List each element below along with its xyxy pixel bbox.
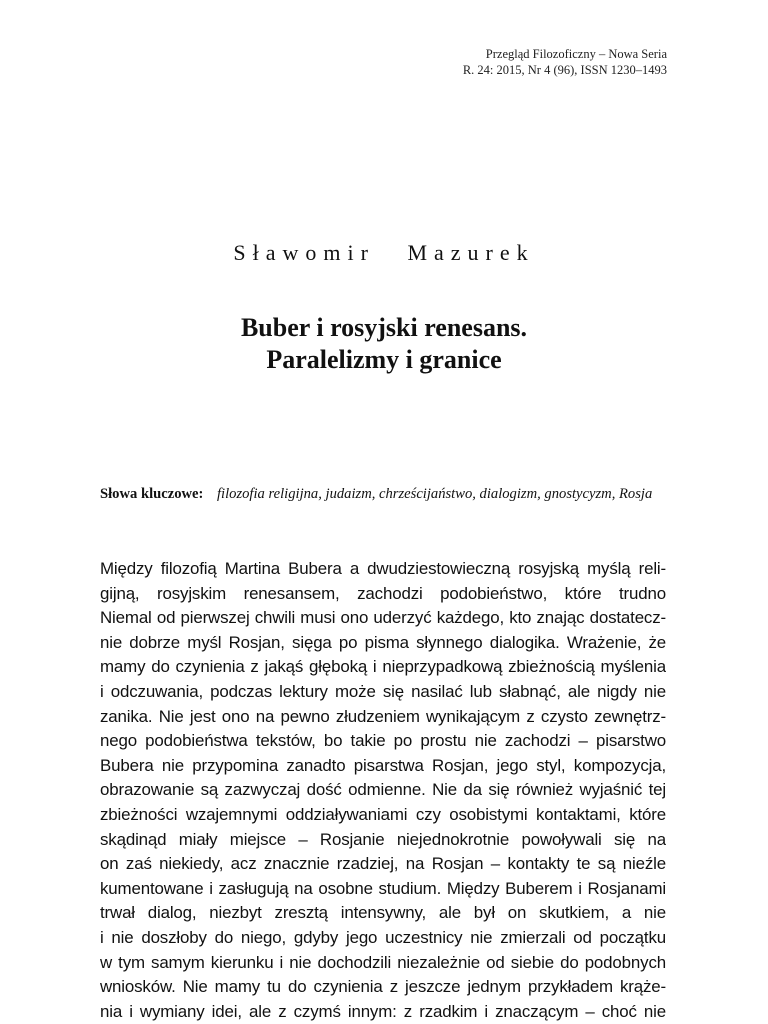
body-line: mamy do czynienia z jakąś głęboką i nieprzypadkową zbieżnością myślenia: [100, 657, 666, 677]
keywords-label: Słowa kluczowe:: [100, 486, 204, 502]
article-title-line-2: Paralelizmy i granice: [266, 345, 502, 374]
author-last-name: Mazurek: [407, 240, 535, 265]
body-line: wniosków. Nie mamy tu do czynienia z jeszcze jednym przykładem krąże-: [100, 977, 666, 997]
body-line: w tym samym kierunku i nie dochodzili niezależnie od siebie do podobnych: [100, 952, 666, 972]
body-line: Między filozofią Martina Bubera a dwudziestowieczną rosyjską myślą reli-: [100, 559, 666, 578]
keywords-values: filozofia religijna, judaizm, chrześcijaństwo, dialogizm, gnostycyzm, Rosja: [217, 486, 653, 502]
body-paragraph: [100, 557, 666, 1024]
body-line: nie dobrze myśl Rosjan, sięga po pisma słynnego dialogika. Wrażenie, że: [100, 632, 666, 652]
body-line: i odczuwania, podczas lektury może się nasilać lub słabnąć, ale nigdy nie: [100, 681, 666, 701]
body-line: skądinąd miały miejsce – Rosjanie niejednokrotnie powoływali się na: [100, 829, 666, 849]
body-line: zbieżności wzajemnymi oddziaływaniami czy osobistymi kontaktami, które: [100, 804, 666, 824]
body-line: trwał dialog, niezbyt zresztą intensywny, ale był on skutkiem, a nie: [100, 903, 666, 923]
body-line: on zaś niekiedy, acz znacznie rzadziej, na Rosjan – kontakty te są nieźle: [100, 854, 666, 874]
author-first-name: Sławomir: [233, 240, 375, 265]
author-name: [0, 240, 768, 266]
body-line: kumentowane i zasługują na osobne studium. Między Buberem i Rosjanami: [100, 878, 666, 898]
article-title-line-1: Buber i rosyjski renesans.: [240, 313, 528, 342]
journal-header: [463, 46, 667, 78]
body-line: obrazowanie są zazwyczaj dość odmienne. Nie da się również wyjaśnić tej: [100, 780, 666, 800]
body-line: gijną, rosyjskim renesansem, zachodzi podobieństwo, które trudno: [100, 583, 666, 603]
journal-title: Przegląd Filozoficzny – Nowa Seria: [485, 47, 667, 61]
body-line: i nie doszłoby do niego, gdyby jego uczestnicy nie zmierzali od początku: [100, 927, 666, 947]
article-title: [0, 312, 768, 376]
body-line: Niemal od pierwszej chwili musi ono uderzyć każdego, kto znając dostatecz-: [100, 608, 666, 628]
body-line: zanika. Nie jest ono na pewno złudzeniem wynikającym z czysto zewnętrz-: [100, 706, 666, 726]
body-line: nia i wymiany idei, ale z czymś innym: z rzadkim i znaczącym – choć nie: [100, 1001, 666, 1021]
keywords-block: [100, 483, 670, 505]
journal-issue: R. 24: 2015, Nr 4 (96), ISSN 1230–1493: [462, 63, 667, 77]
body-line: Bubera nie przypomina zanadto pisarstwa Rosjan, jego styl, kompozycja,: [100, 755, 666, 775]
body-line: nego podobieństwa tekstów, bo takie po prostu nie zachodzi – pisarstwo: [100, 731, 666, 751]
